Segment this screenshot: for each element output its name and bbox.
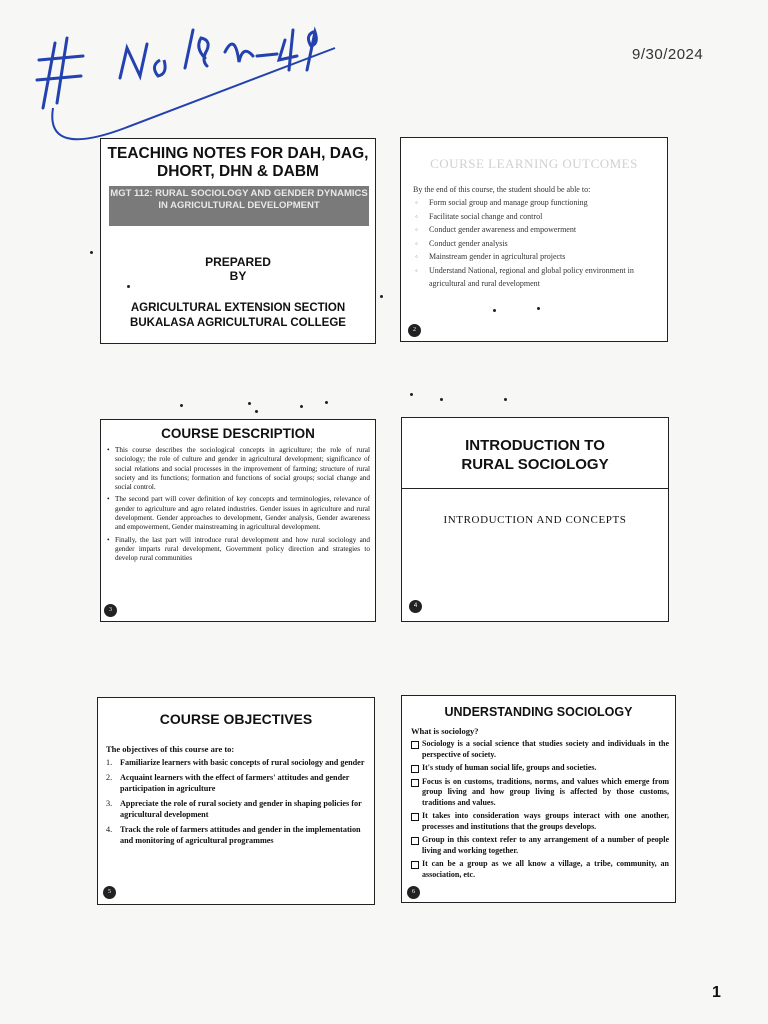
slide-number: 2 bbox=[408, 324, 421, 337]
slide-learning-outcomes bbox=[400, 137, 668, 342]
list-item: 2. Acquaint learners with the effect of farmers' attitudes and gender participation in agriculture bbox=[106, 773, 350, 793]
intro-text: By the end of this course, the student should be able to: bbox=[413, 185, 591, 194]
scan-speck bbox=[537, 307, 540, 310]
list-item: It can be a group as we all know a village, a tribe, community, an association, etc. bbox=[411, 859, 669, 880]
slide-number: 4 bbox=[409, 600, 422, 613]
course-banner: MGT 112: RURAL SOCIOLOGY AND GENDER DYNAMICS IN AGRICULTURAL DEVELOPMENT bbox=[109, 186, 369, 226]
slide-number: 3 bbox=[104, 604, 117, 617]
svg-text:# No 1054 49: # No 1054 49 bbox=[35, 8, 42, 9]
slide-course-objectives bbox=[97, 697, 375, 905]
objectives-list bbox=[106, 757, 368, 850]
page-number: 1 bbox=[712, 984, 721, 1001]
slide-heading: INTRODUCTION TO RURAL SOCIOLOGY bbox=[461, 437, 609, 473]
list-item: ◦ Form social group and manage group functioning bbox=[415, 196, 639, 210]
scan-speck bbox=[180, 404, 183, 407]
list-item: Group in this context refer to any arrangement of a number of people living and working together. bbox=[411, 835, 669, 856]
outcomes-list bbox=[415, 196, 639, 291]
list-item: Sociology is a social science that studies society and individuals in the perspective of society. bbox=[411, 739, 669, 760]
scan-speck bbox=[90, 251, 93, 254]
scan-speck bbox=[300, 405, 303, 408]
list-item: ◦ Conduct gender awareness and empowerment bbox=[415, 223, 639, 237]
slide-heading: COURSE OBJECTIVES bbox=[159, 711, 313, 727]
slide-number: 6 bbox=[407, 886, 420, 899]
slide-heading: UNDERSTANDING SOCIOLOGY bbox=[444, 705, 633, 719]
slide-subtitle: INTRODUCTION AND CONCEPTS bbox=[443, 514, 627, 526]
scan-speck bbox=[440, 398, 443, 401]
list-item: 1. Familiarize learners with basic concepts of rural sociology and gender bbox=[106, 758, 365, 767]
scan-speck bbox=[504, 398, 507, 401]
list-item: ◦ Conduct gender analysis bbox=[415, 237, 639, 251]
list-item: It's study of human social life, groups and societies. bbox=[411, 763, 669, 774]
scan-speck bbox=[127, 285, 130, 288]
list-item: • The second part will cover definition of key concepts and terminologies, relevance of gender to agriculture and agro related industries. Gender issues in agriculture and rural development. Gender approaches to development, Gender analysis, Gender awareness and empowerment, Gender mainstreaming in agricultural development. bbox=[107, 495, 370, 532]
slide-introduction bbox=[401, 417, 669, 622]
scan-speck bbox=[380, 295, 383, 298]
scan-speck bbox=[325, 401, 328, 404]
organization: AGRICULTURAL EXTENSION SECTION BUKALASA AGRICULTURAL COLLEGE bbox=[130, 302, 346, 329]
list-item: • Finally, the last part will introduce rural development and how rural sociology and gender imparts rural development, Government policy direction and strategies to develop rural communities bbox=[107, 536, 370, 564]
divider bbox=[402, 488, 668, 489]
list-item: • This course describes the sociological concepts in agriculture; the role of rural sociology; the role of culture and gender in agricultural development; significance of social relations and social processes in the improvement of farming; structure of rural society and its functions; formation and functions of social groups; social change and social control. bbox=[107, 446, 370, 492]
list-item: ◦ Mainstream gender in agricultural projects bbox=[415, 250, 639, 264]
date-stamp: 9/30/2024 bbox=[632, 46, 704, 63]
slide-title bbox=[100, 138, 376, 344]
description-list bbox=[107, 446, 370, 567]
scan-speck bbox=[248, 402, 251, 405]
list-item: 4. Track the role of farmers attitudes and gender in the implementation and monitoring of agricultural programmes bbox=[106, 825, 361, 845]
slide-understanding-sociology bbox=[401, 695, 676, 903]
slide-course-description bbox=[100, 419, 376, 622]
list-item: It takes into consideration ways groups interact with one another, processes and institutions that the groups develops. bbox=[411, 811, 669, 832]
slide-number: 5 bbox=[103, 886, 116, 899]
sociology-list bbox=[411, 739, 669, 883]
scan-speck bbox=[410, 393, 413, 396]
slide-heading: COURSE LEARNING OUTCOMES bbox=[430, 156, 638, 171]
list-item: 3. Appreciate the role of rural society and gender in shaping policies for agricultural development bbox=[106, 799, 362, 819]
prepared-by: PREPARED BY bbox=[205, 255, 271, 283]
slide-title-heading: TEACHING NOTES FOR DAH, DAG, DHORT, DHN & DABM bbox=[107, 145, 369, 180]
slide-heading: COURSE DESCRIPTION bbox=[161, 426, 315, 441]
list-item: ◦ Facilitate social change and control bbox=[415, 210, 639, 224]
list-item: Focus is on customs, traditions, norms, and values which emerge from group living and how group living is affected by those customs, traditions and values. bbox=[411, 777, 669, 809]
scan-speck bbox=[255, 410, 258, 413]
list-item: ◦ Understand National, regional and global policy environment in agricultural and rural development bbox=[415, 264, 639, 291]
intro-text: The objectives of this course are to: bbox=[106, 744, 235, 754]
question-text: What is sociology? bbox=[411, 726, 479, 736]
scan-speck bbox=[493, 309, 496, 312]
